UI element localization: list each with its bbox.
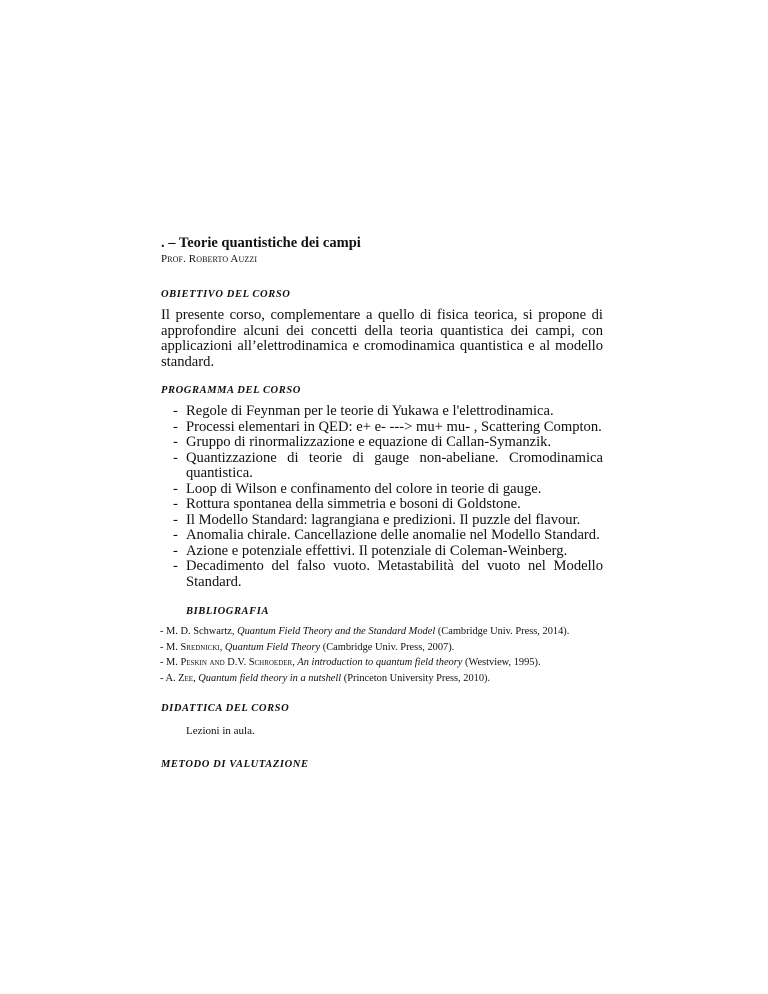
program-item: - Gruppo di rinormalizzazione e equazione di Callan-Symanzik. [173,434,552,450]
program-item: - Processi elementari in QED: e+ e- ---> mu+ mu- , Scattering Compton. [173,418,602,435]
bibliography-entry [160,655,630,671]
bibliography-publisher: (Princeton University Press, 2010). [343,672,491,684]
bibliography-authors: - M. Srednicki, [160,641,223,653]
metodo-heading: METODO DI VALUTAZIONE [161,759,309,770]
objective-text: Il presente corso, complementare a quello di fisica teorica, si propone di approfondire alcuni dei concetti della teoria quantistica dei campi, con applicazioni all’elettrodinamica e cromodinamica quantistica e al modello standard. [161,307,603,370]
program-item: - Loop di Wilson e confinamento del colore in teorie di gauge. [173,480,542,497]
course-title: . – Teorie quantistiche dei campi [161,235,361,251]
bibliography-entry [160,671,630,687]
program-item-text: Regole di Feynman per le teorie di Yukawa e l'elettrodinamica. [186,403,554,419]
bibliography-title: Quantum Field Theory and the Standard Model [237,626,436,637]
bibliography-title: An introduction to quantum field theory [297,657,463,668]
bibliography-authors: - M. D. Schwartz, [160,626,235,637]
bibliography-entry [160,640,630,656]
bibliography-title: Quantum field theory in a nutshell [198,672,342,684]
program-item-text: Rottura spontanea della simmetria e bosoni di Goldstone. [186,496,521,512]
bibliography-heading: BIBLIOGRAFIA [186,606,270,617]
objective-heading: OBIETTIVO DEL CORSO [161,289,291,300]
program-item: - Regole di Feynman per le teorie di Yukawa e l'elettrodinamica. [173,403,554,419]
program-item-text: Anomalia chirale. Cancellazione delle anomalie nel Modello Standard. [186,527,600,543]
program-item: - Rottura spontanea della simmetria e bosoni di Goldstone. [173,496,521,512]
bibliography-title: Quantum Field Theory [224,641,321,653]
program-item: - Anomalia chirale. Cancellazione delle anomalie nel Modello Standard. [173,527,600,543]
bibliography-list [160,624,630,686]
didattica-text: Lezioni in aula. [186,725,255,737]
program-item-text: Loop di Wilson e confinamento del colore in teorie di gauge. [186,480,542,497]
bibliography-publisher: (Cambridge Univ. Press, 2014). [437,626,570,637]
bibliography-publisher: (Westview, 1995). [465,657,541,668]
program-item-text: Processi elementari in QED: e+ e- ---> mu+ mu- , Scattering Compton. [186,418,602,435]
bibliography-authors: - M. Peskin and D.V. Schroeder, [160,657,295,668]
bibliography-authors: - A. Zee, [160,672,196,684]
program-item-text: Il Modello Standard: lagrangiana e predizioni. Il puzzle del flavour. [186,511,581,528]
course-sheet [161,234,603,772]
didattica-heading: DIDATTICA DEL CORSO [161,703,290,714]
program-item-text: Azione e potenziale effettivi. Il potenziale di Coleman-Weinberg. [186,542,568,559]
program-item-text: Gruppo di rinormalizzazione e equazione di Callan-Symanzik. [186,434,552,450]
program-item: - Decadimento del falso vuoto. Metastabilità del vuoto nel Modello Standard. [173,558,603,590]
program-item: - Quantizzazione di teorie di gauge non-abeliane. Cromodinamica quantistica. [173,449,603,481]
professor-name: Prof. Roberto Auzzi [161,253,258,265]
program-item-text: Decadimento del falso vuoto. Metastabilità del vuoto nel Modello Standard. [186,558,603,590]
program-item-text: Quantizzazione di teorie di gauge non-abeliane. Cromodinamica quantistica. [186,449,603,481]
program-list [161,404,603,590]
program-item: - Il Modello Standard: lagrangiana e predizioni. Il puzzle del flavour. [173,511,581,528]
program-heading: PROGRAMMA DEL CORSO [161,385,301,396]
bibliography-entry [160,624,630,640]
bibliography-publisher: (Cambridge Univ. Press, 2007). [322,641,455,653]
program-item: - Azione e potenziale effettivi. Il potenziale di Coleman-Weinberg. [173,542,568,559]
